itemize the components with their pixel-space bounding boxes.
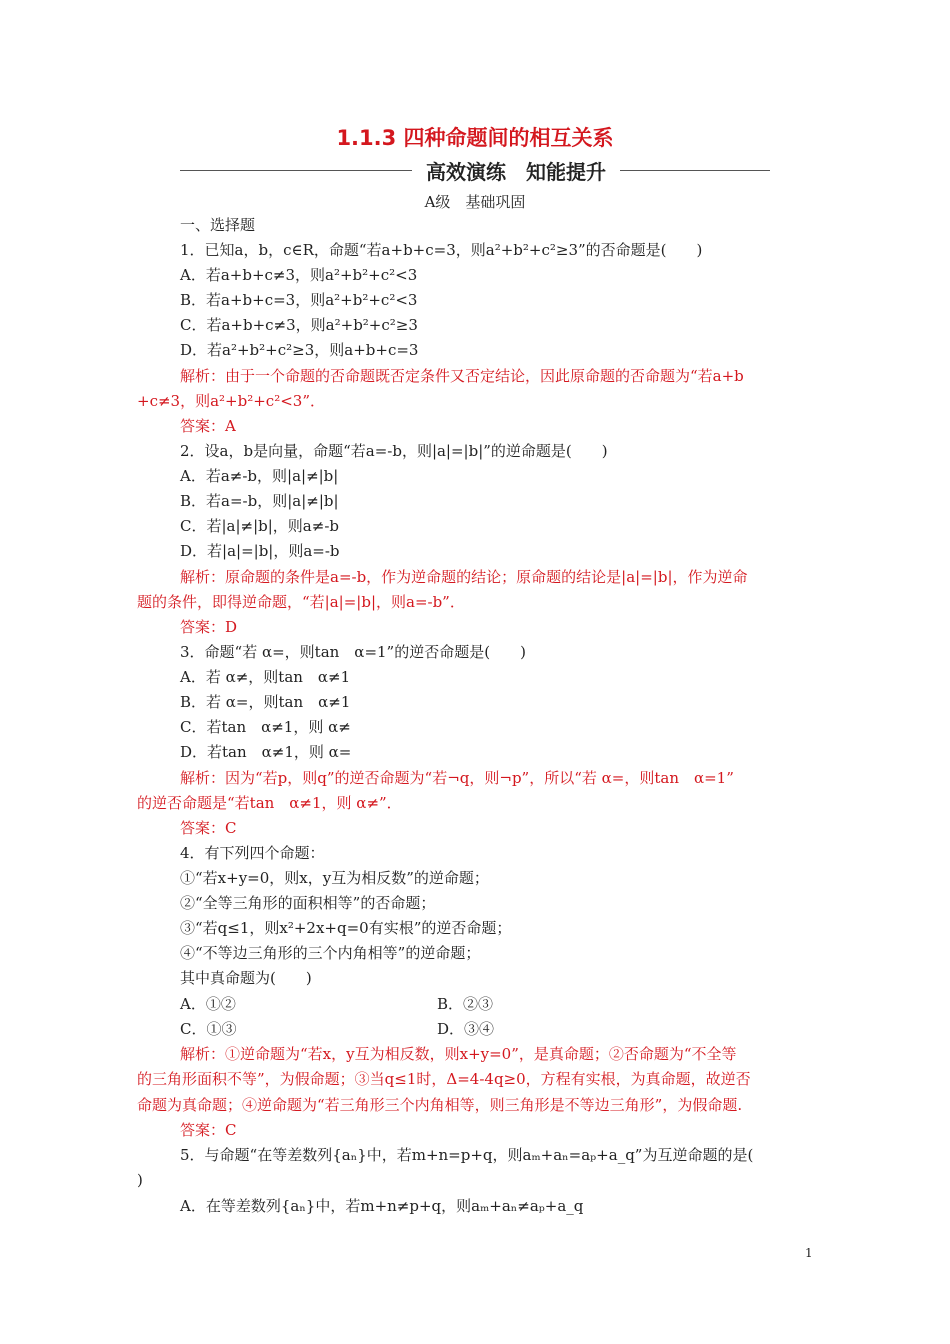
text-line: 2．设a，b是向量，命题“若a=-b，则|a|=|b|”的逆命题是( ) bbox=[180, 442, 608, 460]
text-line: B．若a=-b，则|a|≠|b| bbox=[180, 492, 339, 510]
solution-line: 解析：原命题的条件是a=-b，作为逆命题的结论；原命题的结论是|a|=|b|，作为逆命 bbox=[180, 568, 748, 586]
text-line: A．若a+b+c≠3，则a²+b²+c²<3 bbox=[180, 266, 418, 284]
solution-line: 答案：C bbox=[180, 819, 237, 837]
text-line: A．在等差数列{aₙ}中，若m+n≠p+q，则aₘ+aₙ≠aₚ+a_q bbox=[180, 1197, 584, 1215]
text-line: 1．已知a，b，c∈R，命题“若a+b+c=3，则a²+b²+c²≥3”的否命题是( ) bbox=[180, 241, 703, 259]
text-line: ③“若q≤1，则x²+2x+q=0有实根”的逆否命题； bbox=[180, 919, 512, 937]
text-line: D．若a²+b²+c²≥3，则a+b+c=3 bbox=[180, 341, 419, 359]
text-line: ④“不等边三角形的三个内角相等”的逆命题； bbox=[180, 944, 481, 962]
text-line: D．若tan α≠1，则 α= bbox=[180, 743, 352, 761]
text-line: 3．命题“若 α=，则tan α=1”的逆否命题是( ) bbox=[180, 643, 526, 661]
solution-line: 命题为真命题；④逆命题为“若三角形三个内角相等，则三角形是不等边三角形”，为假命题. bbox=[137, 1096, 743, 1114]
solution-line: 答案：A bbox=[180, 417, 236, 435]
text-line: ) bbox=[137, 1171, 143, 1189]
text-line: ①“若x+y=0，则x，y互为相反数”的逆命题； bbox=[180, 869, 489, 887]
text-line: C．若|a|≠|b|，则a≠-b bbox=[180, 517, 339, 535]
divider-left bbox=[180, 170, 412, 171]
text-line: D．③④ bbox=[437, 1020, 495, 1038]
section-banner bbox=[180, 156, 770, 186]
section-subtitle: 高效演练 知能提升 bbox=[426, 160, 606, 184]
divider-right bbox=[620, 170, 770, 171]
text-line: C．若a+b+c≠3，则a²+b²+c²≥3 bbox=[180, 316, 418, 334]
text-line: 5．与命题“在等差数列{aₙ}中，若m+n=p+q，则aₘ+aₙ=aₚ+a_q”为互逆命题的是( bbox=[180, 1146, 754, 1164]
solution-line: 的三角形面积不等”，为假命题；③当q≤1时，Δ=4-4q≥0，方程有实根，为真命题，故逆否 bbox=[137, 1070, 751, 1088]
solution-line: 解析：因为“若p，则q”的逆否命题为“若¬q，则¬p”，所以“若 α=，则tan α=1” bbox=[180, 769, 734, 787]
text-line: ②“全等三角形的面积相等”的否命题； bbox=[180, 894, 436, 912]
solution-line: 题的条件，即得逆命题，“若|a|=|b|，则a=-b”． bbox=[137, 593, 465, 611]
text-line: 4．有下列四个命题： bbox=[180, 844, 325, 862]
text-line: D．若|a|=|b|，则a=-b bbox=[180, 542, 340, 560]
text-line: B．若a+b+c=3，则a²+b²+c²<3 bbox=[180, 291, 418, 309]
text-line: C．①③ bbox=[180, 1020, 237, 1038]
solution-line: 解析：由于一个命题的否命题既否定条件又否定结论，因此原命题的否命题为“若a+b bbox=[180, 367, 744, 385]
solution-line: 的逆否命题是“若tan α≠1，则 α≠”． bbox=[137, 794, 402, 812]
text-line: A．①② bbox=[180, 995, 236, 1013]
text-line: A．若 α≠，则tan α≠1 bbox=[180, 668, 351, 686]
text-line: 一、选择题 bbox=[180, 216, 256, 234]
text-line: B．若 α=，则tan α≠1 bbox=[180, 693, 351, 711]
level-heading: A级 基础巩固 bbox=[424, 193, 526, 211]
solution-line: 答案：D bbox=[180, 618, 238, 636]
text-line: B．②③ bbox=[437, 995, 494, 1013]
solution-line: 答案：C bbox=[180, 1121, 237, 1139]
text-line: 其中真命题为( ) bbox=[180, 969, 312, 987]
solution-line: 解析：①逆命题为“若x，y互为相反数，则x+y=0”，是真命题；②否命题为“不全等 bbox=[180, 1045, 737, 1063]
page-number: 1 bbox=[805, 1246, 813, 1260]
page-title: 1.1.3 四种命题间的相互关系 bbox=[336, 126, 614, 150]
text-line: A．若a≠-b，则|a|≠|b| bbox=[180, 467, 339, 485]
text-line: C．若tan α≠1，则 α≠ bbox=[180, 718, 351, 736]
solution-line: +c≠3，则a²+b²+c²<3”． bbox=[137, 392, 325, 410]
